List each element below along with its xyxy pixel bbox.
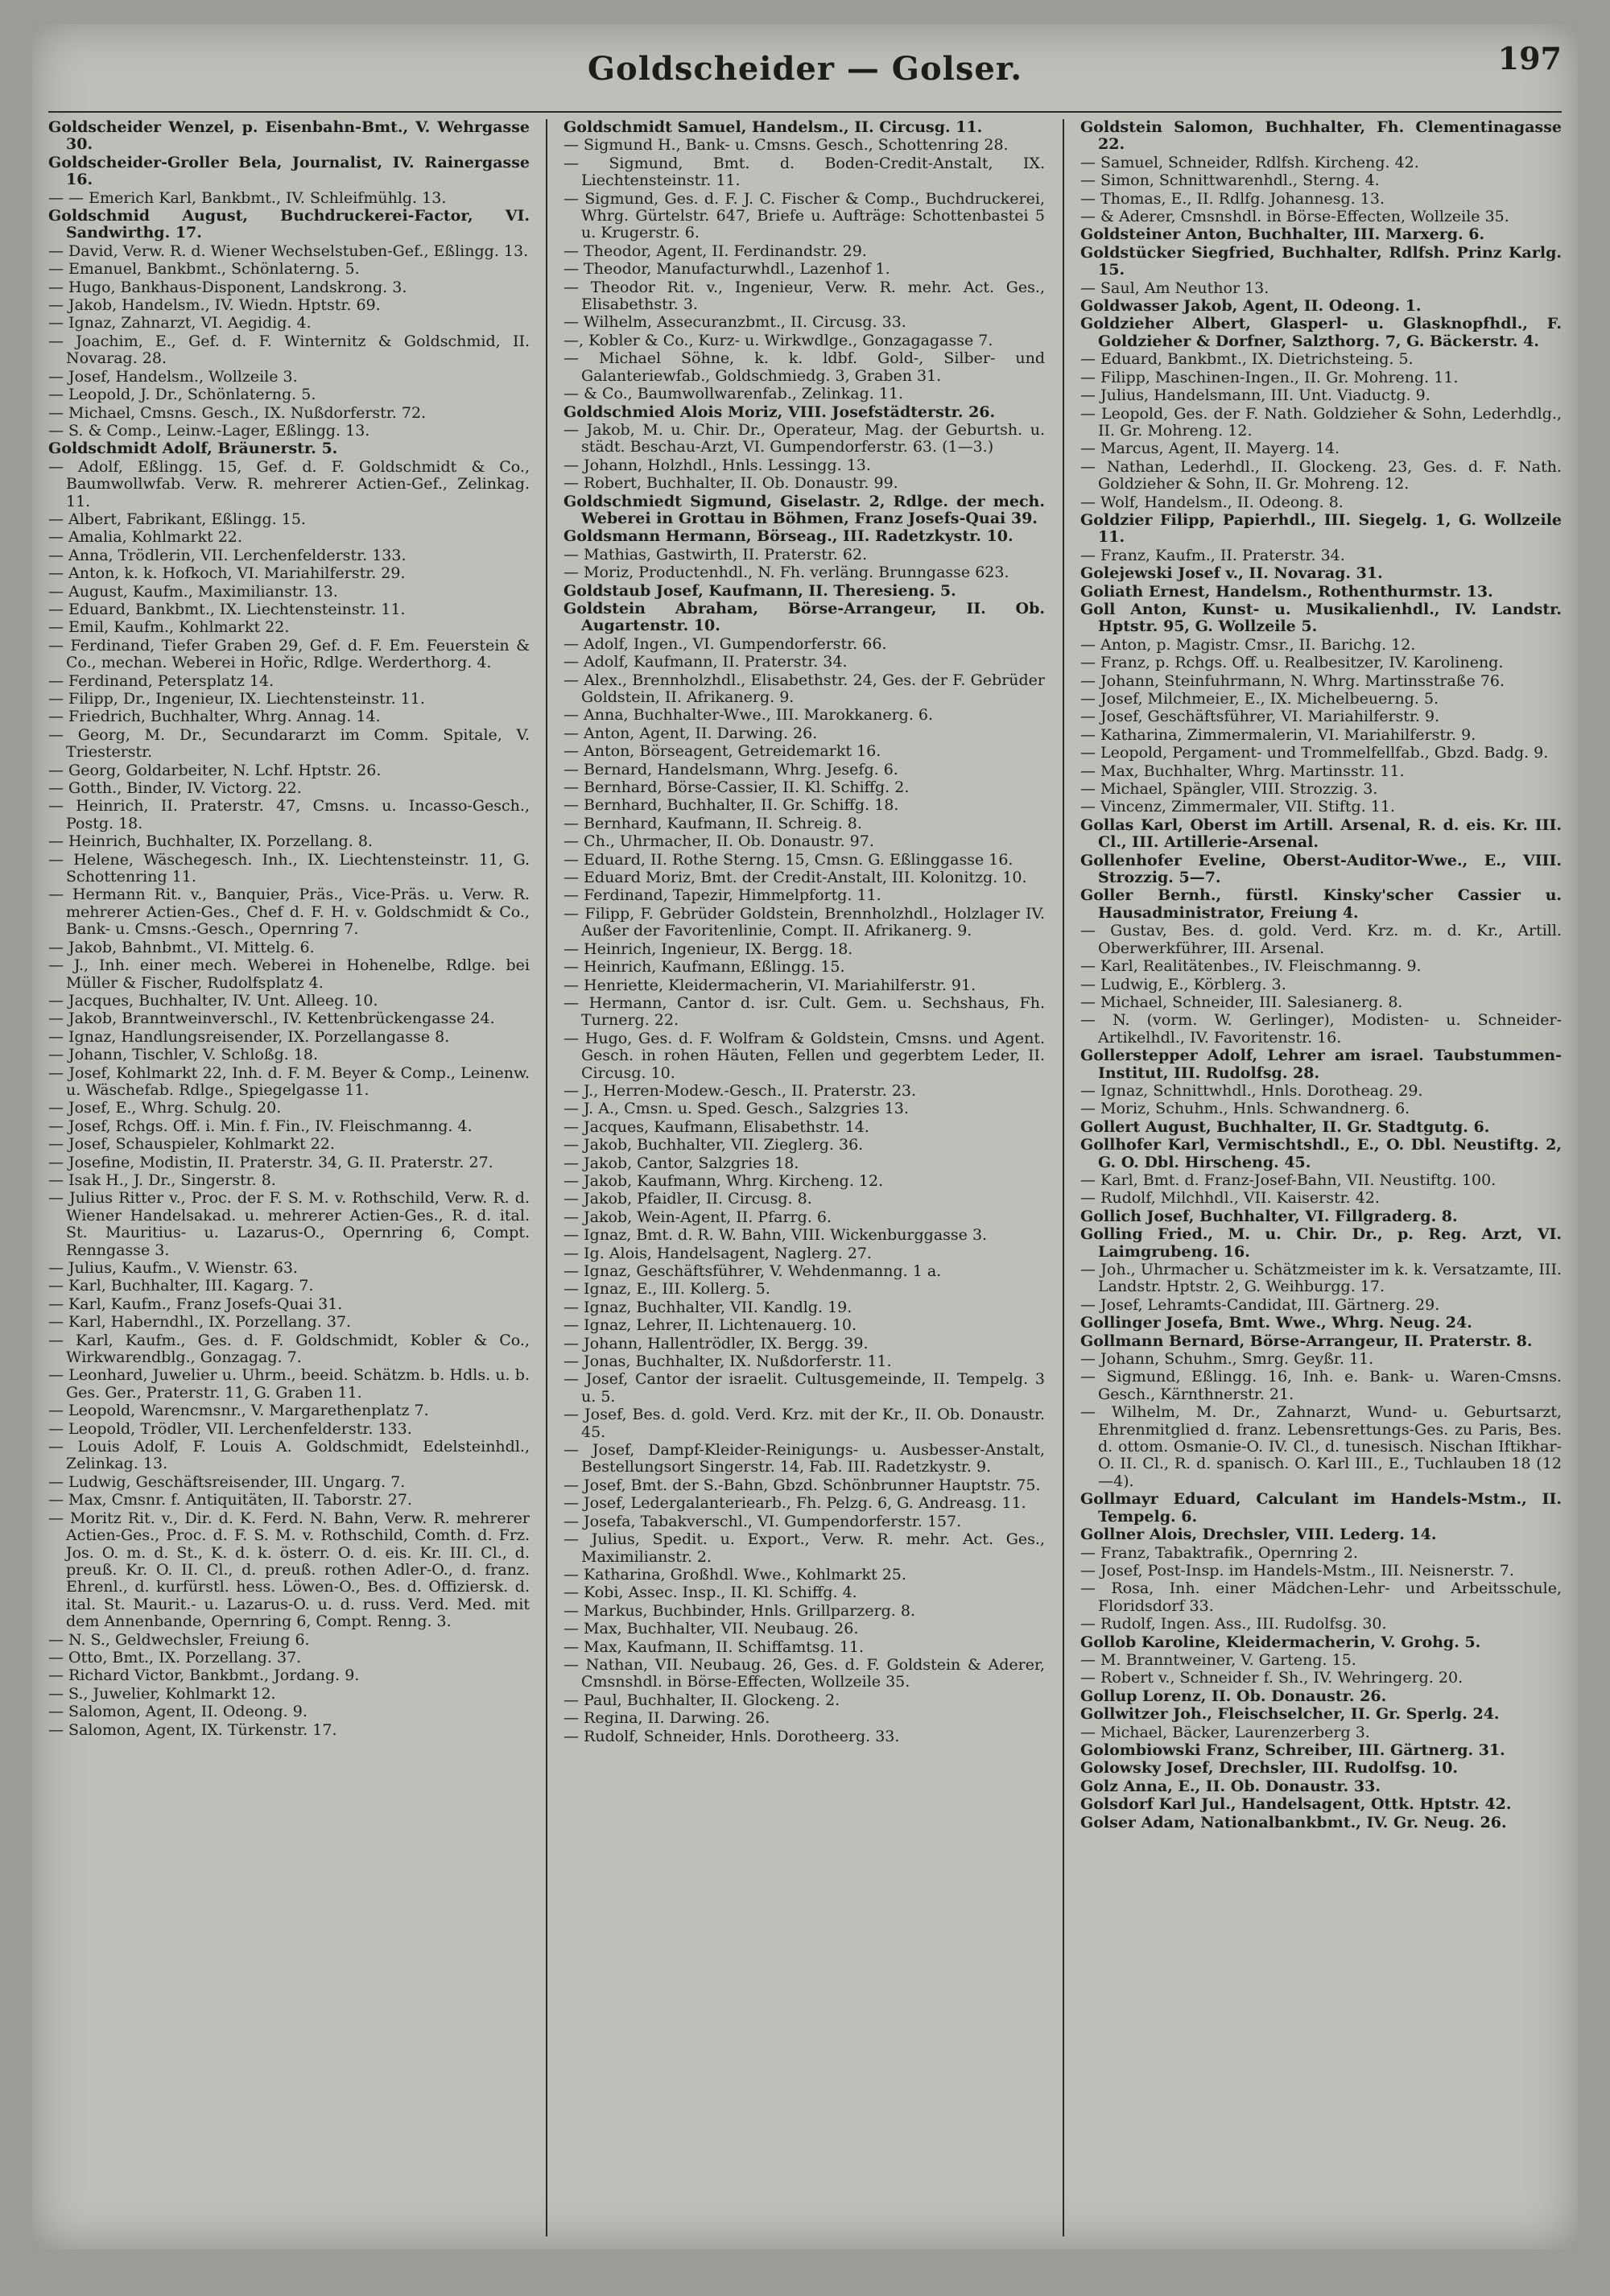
directory-entry: — Henriette, Kleidermacherin, VI. Mariahilferstr. 91.	[564, 976, 976, 994]
directory-entry: — Heinrich, II. Praterstr. 47, Cmsns. u. Incasso-Gesch., Postg. 18.	[48, 797, 530, 832]
directory-entry: — Ferdinand, Tapezir, Himmelpfortg. 11.	[564, 886, 881, 905]
directory-entry: — Leopold, Ges. der F. Nath. Goldzieher & Sohn, Lederhdlg., II. Gr. Mohreng. 12.	[1080, 404, 1562, 440]
directory-entry: — Ignaz, Lehrer, II. Lichtenauerg. 10.	[564, 1316, 857, 1335]
directory-entry: — Johann, Steinfuhrmann, N. Whrg. Martinsstraße 76.	[1080, 671, 1505, 690]
directory-entry: — Heinrich, Buchhalter, IX. Porzellang. 8.	[48, 832, 373, 851]
directory-entry: — Emil, Kaufm., Kohlmarkt 22.	[48, 618, 290, 637]
surname-entry: Golowsky Josef, Drechsler, III. Rudolfsg. 10.	[1080, 1759, 1459, 1778]
directory-entry: — Leopold, Trödler, VII. Lerchenfelderstr. 133.	[48, 1419, 412, 1438]
directory-entry: — Kobi, Assec. Insp., II. Kl. Schiffg. 4.	[564, 1584, 857, 1602]
directory-entry: — Eduard Moriz, Bmt. der Credit-Anstalt, III. Kolonitzg. 10.	[564, 869, 1027, 887]
directory-entry: — Eduard, II. Rothe Sterng. 15, Cmsn. G. Eßlinggasse 16.	[564, 850, 1013, 869]
directory-entry: — M. Branntweiner, V. Garteng. 15.	[1080, 1650, 1356, 1669]
surname-entry: Gollinger Josefa, Bmt. Wwe., Whrg. Neug. 24.	[1080, 1314, 1472, 1332]
directory-entry: — Jakob, Buchhalter, VII. Zieglerg. 36.	[564, 1136, 864, 1154]
columns-container	[48, 119, 1562, 2236]
directory-entry: — Katharina, Zimmermalerin, VI. Mariahilferstr. 9.	[1080, 725, 1476, 744]
header-rule	[48, 111, 1562, 113]
directory-entry: — Karl, Buchhalter, III. Kagarg. 7.	[48, 1277, 314, 1295]
directory-entry: — Josefine, Modistin, II. Praterstr. 34, G. II. Praterstr. 27.	[48, 1153, 493, 1171]
directory-entry: — Jakob, Handelsm., IV. Wiedn. Hptstr. 69.	[48, 296, 381, 315]
directory-entry: — Ignaz, Zahnarzt, VI. Aegidig. 4.	[48, 314, 312, 332]
directory-entry: — Leonhard, Juwelier u. Uhrm., beeid. Schätzm. b. Hdls. u. b. Ges. Ger., Praterstr. 11, G. Graben 11.	[48, 1366, 530, 1402]
surname-entry: Goldschmied Alois Moriz, VIII. Josefstädterstr. 26.	[564, 403, 996, 421]
directory-entry: — Josef, Bes. d. gold. Verd. Krz. mit der Kr., II. Ob. Donaustr. 45.	[564, 1406, 1045, 1441]
directory-entry: — & Aderer, Cmsnshdl. in Börse-Effecten, Wollzeile 35.	[1080, 208, 1509, 226]
directory-entry: — Helene, Wäschegesch. Inh., IX. Liechtensteinstr. 11, G. Schottenring 11.	[48, 850, 530, 886]
directory-entry: — Vincenz, Zimmermaler, VII. Stiftg. 11.	[1080, 798, 1395, 816]
directory-entry: — Ch., Uhrmacher, II. Ob. Donaustr. 97.	[564, 832, 874, 851]
directory-entry: — Josef, E., Whrg. Schulg. 20.	[48, 1099, 282, 1117]
directory-entry: — Leopold, Pergament- und Trommelfellfab., Gbzd. Badg. 9.	[1080, 744, 1549, 762]
directory-entry: — Heinrich, Kaufmann, Eßlingg. 15.	[564, 958, 845, 977]
surname-entry: Goldstücker Siegfried, Buchhalter, Rdlfsh. Prinz Karlg. 15.	[1080, 243, 1562, 279]
directory-entry: — J., Herren-Modew.-Gesch., II. Praterstr. 23.	[564, 1081, 917, 1100]
directory-entry: — Nathan, VII. Neubaug. 26, Ges. d. F. Goldstein & Aderer, Cmsnshdl. in Börse-Effecten, Wollzeile 35.	[564, 1655, 1045, 1691]
surname-entry: Golling Fried., M. u. Chir. Dr., p. Reg. Arzt, VI. Laimgrubeng. 16.	[1080, 1225, 1562, 1261]
directory-entry: — Michael, Bäcker, Laurenzerberg 3.	[1080, 1723, 1370, 1741]
directory-entry: — Theodor, Agent, II. Ferdinandstr. 29.	[564, 242, 867, 260]
directory-entry: — Michael, Cmsns. Gesch., IX. Nußdorferstr. 72.	[48, 403, 427, 422]
column-divider	[546, 119, 547, 2236]
directory-entry: — Saul, Am Neuthor 13.	[1080, 279, 1269, 297]
directory-entry: — Gustav, Bes. d. gold. Verd. Krz. m. d. Kr., Artill. Oberwerkführer, III. Arsenal.	[1080, 922, 1562, 957]
directory-entry: — Sigmund, Ges. d. F. J. C. Fischer & Comp., Buchdruckerei, Whrg. Gürtelstr. 647, Briefe u. Aufträge: Schottenbastei 5 u. Krugerstr. 6.	[564, 189, 1045, 242]
directory-entry: — August, Kaufm., Maximilianstr. 13.	[48, 582, 338, 601]
surname-entry: Gollas Karl, Oberst im Artill. Arsenal, R. d. eis. Kr. III. Cl., III. Artillerie-Arsenal.	[1080, 816, 1562, 852]
directory-entry: — Marcus, Agent, II. Mayerg. 14.	[1080, 440, 1340, 458]
directory-entry: — Johann, Schuhm., Smrg. Geyßr. 11.	[1080, 1350, 1374, 1369]
directory-entry: — Michael, Spängler, VIII. Strozzig. 3.	[1080, 780, 1378, 799]
directory-entry: — Filipp, F. Gebrüder Goldstein, Brennholzhdl., Holzlager IV. Außer der Favoritenlinie, Compt. II. Afrikanerg. 9.	[564, 904, 1045, 940]
directory-entry: — Katharina, Großhdl. Wwe., Kohlmarkt 25.	[564, 1565, 906, 1584]
directory-entry: — Ludwig, Geschäftsreisender, III. Ungarg. 7.	[48, 1472, 406, 1491]
surname-entry: Golser Adam, Nationalbankbmt., IV. Gr. Neug. 26.	[1080, 1813, 1507, 1831]
directory-entry: — Josef, Bmt. der S.-Bahn, Gbzd. Schönbrunner Hauptstr. 75.	[564, 1476, 1041, 1494]
surname-entry: Gollmann Bernard, Börse-Arrangeur, II. Praterstr. 8.	[1080, 1332, 1533, 1350]
surname-entry: Goldzieher Albert, Glasperl- u. Glasknopfhdl., F. Goldzieher & Dorfner, Salzthorg. 7, G. Bäckerstr. 4.	[1080, 315, 1562, 350]
page-header	[32, 24, 1578, 113]
directory-entry: — Josefa, Tabakverschl., VI. Gumpendorferstr. 157.	[564, 1512, 962, 1530]
directory-entry: — Hermann Rit. v., Banquier, Präs., Vice-Präs. u. Verw. R. mehrerer Actien-Ges., Chef d. F. H. v. Goldschmidt & Co., Bank- u. Cmsns.-Gesch., Opernring 7.	[48, 886, 530, 939]
directory-entry: — Josef, Rchgs. Off. i. Min. f. Fin., IV. Fleischmanng. 4.	[48, 1117, 473, 1135]
directory-entry: — Karl, Haberndhl., IX. Porzellang. 37.	[48, 1313, 352, 1332]
directory-entry: — Hugo, Bankhaus-Disponent, Landskrong. 3.	[48, 278, 407, 296]
directory-entry: — Otto, Bmt., IX. Porzellang. 37.	[48, 1648, 302, 1666]
directory-entry: — Michael Söhne, k. k. ldbf. Gold-, Silber- und Galanteriewfab., Goldschmiedg. 3, Graben 31.	[564, 349, 1045, 385]
directory-entry: — Wolf, Handelsm., II. Odeong. 8.	[1080, 493, 1344, 511]
column-1	[48, 119, 530, 2236]
directory-entry: — Isak H., J. Dr., Singerstr. 8.	[48, 1171, 276, 1189]
directory-entry: — Moriz, Schuhm., Hnls. Schwandnerg. 6.	[1080, 1100, 1410, 1118]
directory-entry: — Jacques, Kaufmann, Elisabethstr. 14.	[564, 1117, 869, 1136]
page-number: 197	[1497, 40, 1562, 76]
directory-entry: — Filipp, Dr., Ingenieur, IX. Liechtensteinstr. 11.	[48, 690, 425, 708]
directory-entry: — Heinrich, Ingenieur, IX. Bergg. 18.	[564, 939, 853, 958]
directory-entry: — Moriz, Productenhdl., N. Fh. verläng. Brunngasse 623.	[564, 564, 1009, 582]
surname-entry: Goldstein Salomon, Buchhalter, Fh. Clementinagasse 22.	[1080, 119, 1562, 154]
directory-entry: — Julius, Handelsmann, III. Unt. Viaductg. 9.	[1080, 386, 1430, 405]
directory-entry: — Karl, Kaufm., Ges. d. F. Goldschmidt, Kobler & Co., Wirkwarendblg., Gonzagag. 7.	[48, 1331, 530, 1367]
surname-entry: Gollner Alois, Drechsler, VIII. Lederg. 14.	[1080, 1526, 1437, 1544]
directory-entry: — Anton, Börseagent, Getreidemarkt 16.	[564, 742, 881, 761]
surname-entry: Goldstein Abraham, Börse-Arrangeur, II. Ob. Augartenstr. 10.	[564, 599, 1045, 635]
directory-entry: — Eduard, Bankbmt., IX. Dietrichsteing. 5.	[1080, 350, 1414, 369]
directory-entry: — Sigmund, Eßlingg. 16, Inh. e. Bank- u. Waren-Cmsns. Gesch., Kärnthnerstr. 21.	[1080, 1368, 1562, 1403]
surname-entry: Golz Anna, E., II. Ob. Donaustr. 33.	[1080, 1777, 1381, 1795]
surname-entry: Golejewski Josef v., II. Novarag. 31.	[1080, 564, 1383, 583]
directory-entry: — Wilhelm, M. Dr., Zahnarzt, Wund- u. Geburtsarzt, Ehrenmitglied d. franz. Lebensrettungs-Ges. zu Paris, Bes. d. ottom. Osmanie-O. IV. Cl., d. tunesisch. Nischan Iftikhar-O. II. Cl., R. d. spanisch. O. Karl III., E., Tuchlauben 18 (12—4).	[1080, 1403, 1562, 1490]
surname-entry: Goldsteiner Anton, Buchhalter, III. Marxerg. 6.	[1080, 225, 1485, 244]
directory-entry: — Josef, Handelsm., Wollzeile 3.	[48, 367, 298, 386]
directory-entry: — N. S., Geldwechsler, Freiung 6.	[48, 1630, 310, 1649]
directory-entry: — Ludwig, E., Körblerg. 3.	[1080, 975, 1286, 993]
directory-entry: — Anna, Trödlerin, VII. Lerchenfelderstr. 133.	[48, 546, 407, 564]
directory-entry: — Ferdinand, Petersplatz 14.	[48, 671, 275, 690]
surname-entry: Goldstaub Josef, Kaufmann, II. Theresieng. 5.	[564, 581, 956, 600]
directory-entry: — Anna, Buchhalter-Wwe., III. Marokkanerg. 6.	[564, 706, 934, 725]
directory-entry: — Jakob, Branntweinverschl., IV. Kettenbrückengasse 24.	[48, 1010, 495, 1028]
directory-entry: — Franz, Tabaktrafik., Opernring 2.	[1080, 1543, 1358, 1562]
directory-entry: — Josef, Lehramts-Candidat, III. Gärtnerg. 29.	[1080, 1295, 1440, 1314]
surname-entry: Gollenhofer Eveline, Oberst-Auditor-Wwe., E., VIII. Strozzig. 5—7.	[1080, 851, 1562, 887]
directory-entry: — Adolf, Ingen., VI. Gumpendorferstr. 66.	[564, 634, 887, 653]
directory-entry: — — Emerich Karl, Bankbmt., IV. Schleifmühlg. 13.	[48, 188, 447, 207]
directory-entry: — Jakob, Bahnbmt., VI. Mittelg. 6.	[48, 938, 315, 956]
directory-entry: — Louis Adolf, F. Louis A. Goldschmidt, Edelsteinhdl., Zelinkag. 13.	[48, 1438, 530, 1473]
surname-entry: Goldschmidt Adolf, Bräunerstr. 5.	[48, 440, 338, 458]
directory-entry: — Julius, Spedit. u. Export., Verw. R. mehr. Act. Ges., Maximilianstr. 2.	[564, 1530, 1045, 1566]
directory-entry: — Leopold, Warencmsnr., V. Margarethenplatz 7.	[48, 1402, 429, 1420]
directory-entry: — Rosa, Inh. einer Mädchen-Lehr- und Arbeitsschule, Floridsdorf 33.	[1080, 1580, 1562, 1615]
surname-entry: Goldscheider-Groller Bela, Journalist, IV. Rainergasse 16.	[48, 153, 530, 189]
directory-entry: — Wilhelm, Assecuranzbmt., II. Circusg. 33.	[564, 313, 906, 332]
directory-entry: — Anton, k. k. Hofkoch, VI. Mariahilferstr. 29.	[48, 564, 406, 583]
directory-entry: — Bernhard, Buchhalter, II. Gr. Schiffg. 18.	[564, 796, 899, 815]
surname-entry: Gollob Karoline, Kleidermacherin, V. Grohg. 5.	[1080, 1633, 1481, 1651]
directory-entry: — Georg, Goldarbeiter, N. Lchf. Hptstr. 26.	[48, 761, 382, 779]
directory-entry: — S., Juwelier, Kohlmarkt 12.	[48, 1684, 276, 1703]
directory-entry: — Rudolf, Ingen. Ass., III. Rudolfsg. 30.	[1080, 1615, 1387, 1633]
surname-entry: Goldwasser Jakob, Agent, II. Odeong. 1.	[1080, 297, 1422, 316]
directory-entry: — Jakob, Cantor, Salzgries 18.	[564, 1154, 799, 1172]
directory-entry: — & Co., Baumwollwarenfab., Zelinkag. 11.	[564, 385, 904, 403]
surname-entry: Goliath Ernest, Handelsm., Rothenthurmstr. 13.	[1080, 582, 1493, 601]
directory-entry: — Hugo, Ges. d. F. Wolfram & Goldstein, Cmsns. und Agent. Gesch. in rohen Häuten, Fellen und gegerbtem Leder, II. Circusg. 10.	[564, 1029, 1045, 1082]
directory-entry: — Mathias, Gastwirth, II. Praterstr. 62.	[564, 545, 868, 564]
directory-entry: — Josef, Dampf-Kleider-Reinigungs- u. Ausbesser-Anstalt, Bestellungsort Singerstr. 14, Fab. III. Radetzkystr. 9.	[564, 1441, 1045, 1476]
directory-entry: — Franz, p. Rchgs. Off. u. Realbesitzer, IV. Karolineng.	[1080, 654, 1504, 672]
directory-entry: — Regina, II. Darwing. 26.	[564, 1709, 770, 1728]
directory-entry: — Adolf, Eßlingg. 15, Gef. d. F. Goldschmidt & Co., Baumwollwfab. Verw. R. mehrerer Actien-Gef., Zelinkag. 11.	[48, 457, 530, 510]
directory-entry: — Alex., Brennholzhdl., Elisabethstr. 24, Ges. der F. Gebrüder Goldstein, II. Afrikanerg. 9.	[564, 671, 1045, 706]
directory-entry: — Ignaz, Bmt. d. R. W. Bahn, VIII. Wickenburggasse 3.	[564, 1226, 988, 1245]
directory-entry: — Josef, Ledergalanteriearb., Fh. Pelzg. 6, G. Andreasg. 11.	[564, 1494, 1026, 1513]
directory-entry: — Jonas, Buchhalter, IX. Nußdorferstr. 11.	[564, 1352, 892, 1371]
directory-entry: — Max, Buchhalter, VII. Neubaug. 26.	[564, 1620, 859, 1638]
directory-entry: — Robert v., Schneider f. Sh., IV. Wehringerg. 20.	[1080, 1669, 1463, 1687]
directory-entry: — Josef, Geschäftsführer, VI. Mariahilferstr. 9.	[1080, 708, 1440, 726]
running-header: Goldscheider — Golser.	[587, 50, 1023, 88]
directory-entry: — Georg, M. Dr., Secundararzt im Comm. Spitale, V. Triesterstr.	[48, 725, 530, 762]
directory-entry: — Michael, Schneider, III. Salesianerg. 8.	[1080, 993, 1403, 1011]
directory-entry: — Robert, Buchhalter, II. Ob. Donaustr. 99.	[564, 474, 898, 493]
surname-entry: Goldschmiedt Sigmund, Giselastr. 2, Rdlge. der mech. Weberei in Grottau in Böhmen, Franz Josefs-Quai 39.	[564, 492, 1045, 527]
directory-entry: — Simon, Schnittwarenhdl., Sterng. 4.	[1080, 171, 1380, 190]
directory-entry: — Paul, Buchhalter, II. Glockeng. 2.	[564, 1691, 840, 1709]
directory-entry: — Josef, Schauspieler, Kohlmarkt 22.	[48, 1135, 335, 1154]
directory-entry: — Rudolf, Schneider, Hnls. Dorotheerg. 33.	[564, 1727, 900, 1745]
column-3	[1080, 119, 1562, 2236]
surname-entry: Gollerstepper Adolf, Lehrer am israel. Taubstummen-Institut, III. Rudolfsg. 28.	[1080, 1047, 1562, 1082]
directory-entry: — Franz, Kaufm., II. Praterstr. 34.	[1080, 546, 1345, 564]
directory-entry: — Anton, p. Magistr. Cmsr., II. Barichg. 12.	[1080, 635, 1416, 654]
column-divider	[1063, 119, 1064, 2236]
directory-entry: — Salomon, Agent, IX. Türkenstr. 17.	[48, 1720, 337, 1739]
directory-entry: — Moritz Rit. v., Dir. d. K. Ferd. N. Bahn, Verw. R. mehrerer Actien-Ges., Proc. d. F. S. M. v. Rothschild, Comth. d. Frz. Jos. O. m. d. St., K. d. k. österr. O. d. eis. Kr. III. Cl., d. preuß. Kr. O. II. Cl., d. preuß. rothen Adler-O., d. franz. Ehrenl., d. kurfürstl. hess. Löwen-O., Bes. d. Offiziersk. d. ital. St. Maurit.- u. Lazarus-O. u. d. russ. Verd. Med. mit dem Annenbande, Opernring 6, Compt. Renng. 3.	[48, 1509, 530, 1631]
directory-entry: — Bernhard, Kaufmann, II. Schreig. 8.	[564, 814, 862, 832]
directory-entry: — Sigmund, Bmt. d. Boden-Credit-Anstalt, IX. Liechtensteinstr. 11.	[564, 154, 1045, 190]
directory-entry: — Theodor Rit. v., Ingenieur, Verw. R. mehr. Act. Ges., Elisabethstr. 3.	[564, 278, 1045, 314]
directory-entry: — Eduard, Bankbmt., IX. Liechtensteinstr. 11.	[48, 600, 406, 618]
directory-entry: — Adolf, Kaufmann, II. Praterstr. 34.	[564, 653, 848, 671]
directory-entry: — Salomon, Agent, II. Odeong. 9.	[48, 1703, 308, 1721]
surname-entry: Goller Bernh., fürstl. Kinsky'scher Cassier u. Hausadministrator, Freiung 4.	[1080, 886, 1562, 922]
surname-entry: Goll Anton, Kunst- u. Musikalienhdl., IV. Landstr. Hptstr. 95, G. Wollzeile 5.	[1080, 600, 1562, 636]
surname-entry: Gollup Lorenz, II. Ob. Donaustr. 26.	[1080, 1687, 1387, 1705]
directory-entry: — Filipp, Maschinen-Ingen., II. Gr. Mohreng. 11.	[1080, 368, 1459, 386]
directory-entry: — Johann, Tischler, V. Schloßg. 18.	[48, 1046, 319, 1064]
directory-entry: — Josef, Cantor der israelit. Cultusgemeinde, II. Tempelg. 3 u. 5.	[564, 1370, 1045, 1406]
directory-entry: — Samuel, Schneider, Rdlfsh. Kircheng. 42.	[1080, 153, 1419, 171]
directory-entry: — S. & Comp., Leinw.-Lager, Eßlingg. 13.	[48, 421, 370, 440]
column-2	[564, 119, 1045, 2236]
surname-entry: Gollich Josef, Buchhalter, VI. Fillgraderg. 8.	[1080, 1207, 1458, 1225]
directory-entry: — J. A., Cmsn. u. Sped. Gesch., Salzgries 13.	[564, 1100, 909, 1118]
surname-entry: Goldzier Filipp, Papierhdl., III. Siegelg. 1, G. Wollzeile 11.	[1080, 510, 1562, 547]
directory-entry: — Bernard, Handelsmann, Whrg. Jesefg. 6.	[564, 760, 898, 778]
directory-entry: — Johann, Hallentrödler, IX. Bergg. 39.	[564, 1334, 869, 1352]
directory-entry: — Karl, Realitätenbes., IV. Fleischmanng. 9.	[1080, 957, 1422, 976]
surname-entry: Goldscheider Wenzel, p. Eisenbahn-Bmt., V. Wehrgasse 30.	[48, 119, 530, 154]
directory-entry: — N. (vorm. W. Gerlinger), Modisten- u. Schneider-Artikelhdl., IV. Favoritenstr. 16.	[1080, 1011, 1562, 1047]
directory-entry: — Theodor, Manufacturwhdl., Lazenhof 1.	[564, 260, 890, 279]
directory-entry: — Karl, Bmt. d. Franz-Josef-Bahn, VII. Neustiftg. 100.	[1080, 1171, 1496, 1189]
directory-entry: — Markus, Buchbinder, Hnls. Grillparzerg. 8.	[564, 1601, 915, 1620]
directory-entry: — Julius Ritter v., Proc. der F. S. M. v. Rothschild, Verw. R. d. Wiener Handelsakad. u. mehrerer Actien-Ges., R. d. ital. St. Mauritius- u. Lazarus-O., Opernring 6, Compt. Renngasse 3.	[48, 1189, 530, 1259]
directory-entry: — Leopold, J. Dr., Schönlaterng. 5.	[48, 386, 316, 404]
surname-entry: Goldschmid August, Buchdruckerei-Factor, VI. Sandwirthg. 17.	[48, 207, 530, 242]
directory-entry: — Thomas, E., II. Rdlfg. Johannesg. 13.	[1080, 189, 1385, 208]
directory-entry: — Emanuel, Bankbmt., Schönlaterng. 5.	[48, 260, 360, 279]
directory-entry: — Albert, Fabrikant, Eßlingg. 15.	[48, 510, 306, 528]
directory-entry: — Max, Buchhalter, Whrg. Martinsstr. 11.	[1080, 762, 1405, 780]
directory-entry: — Sigmund H., Bank- u. Cmsns. Gesch., Schottenring 28.	[564, 136, 1009, 155]
directory-entry: — Jakob, Kaufmann, Whrg. Kircheng. 12.	[564, 1171, 884, 1190]
directory-entry: — Jakob, M. u. Chir. Dr., Operateur, Mag. der Geburtsh. u. städt. Beschau-Arzt, VI. Gumpendorferstr. 63. (1—3.)	[564, 420, 1045, 456]
directory-entry: — Max, Cmsnr. f. Antiquitäten, II. Taborstr. 27.	[48, 1491, 412, 1509]
directory-entry: — Jakob, Pfaidler, II. Circusg. 8.	[564, 1190, 812, 1208]
surname-entry: Goldschmidt Samuel, Handelsm., II. Circusg. 11.	[564, 119, 983, 136]
directory-entry: — Nathan, Lederhdl., II. Glockeng. 23, Ges. d. F. Nath. Goldzieher & Sohn, II. Gr. Mohreng. 12.	[1080, 457, 1562, 493]
directory-entry: — Ignaz, Handlungsreisender, IX. Porzellangasse 8.	[48, 1027, 450, 1046]
surname-entry: Gollwitzer Joh., Fleischselcher, II. Gr. Sperlg. 24.	[1080, 1705, 1500, 1724]
directory-entry: — Ig. Alois, Handelsagent, Naglerg. 27.	[564, 1244, 872, 1262]
surname-entry: Gollhofer Karl, Vermischtshdl., E., O. Dbl. Neustiftg. 2, G. O. Dbl. Hirscheng. 45.	[1080, 1136, 1562, 1171]
surname-entry: Golsdorf Karl Jul., Handelsagent, Ottk. Hptstr. 42.	[1080, 1795, 1512, 1814]
directory-entry: — J., Inh. einer mech. Weberei in Hohenelbe, Rdlge. bei Müller & Fischer, Rudolfsplatz 4.	[48, 956, 530, 992]
surname-entry: Goldsmann Hermann, Börseag., III. Radetzkystr. 10.	[564, 527, 1013, 546]
directory-entry: — Ferdinand, Tiefer Graben 29, Gef. d. F. Em. Feuerstein & Co., mechan. Weberei in Hořic, Rdlge. Werderthorg. 4.	[48, 636, 530, 672]
directory-entry: — Rudolf, Milchhdl., VII. Kaiserstr. 42.	[1080, 1189, 1380, 1208]
directory-entry: — Josef, Kohlmarkt 22, Inh. d. F. M. Beyer & Comp., Leinenw. u. Wäschefab. Rdlge., Spiegelgasse 11.	[48, 1063, 530, 1099]
directory-entry: — Gotth., Binder, IV. Victorg. 22.	[48, 779, 302, 798]
directory-entry: — Richard Victor, Bankbmt., Jordang. 9.	[48, 1666, 360, 1685]
directory-entry: — Joachim, E., Gef. d. F. Winternitz & Goldschmid, II. Novarag. 28.	[48, 332, 530, 368]
directory-page	[32, 24, 1578, 2249]
directory-entry: — Josef, Milchmeier, E., IX. Michelbeuerng. 5.	[1080, 690, 1439, 708]
directory-entry: — Ignaz, Buchhalter, VII. Kandlg. 19.	[564, 1298, 852, 1316]
directory-entry: — Johann, Holzhdl., Hnls. Lessingg. 13.	[564, 456, 871, 474]
directory-entry: — Friedrich, Buchhalter, Whrg. Annag. 14.	[48, 708, 381, 726]
directory-entry: — Anton, Agent, II. Darwing. 26.	[564, 724, 818, 742]
directory-entry: — Bernhard, Börse-Cassier, II. Kl. Schiffg. 2.	[564, 778, 910, 797]
directory-entry: — Joh., Uhrmacher u. Schätzmeister im k. k. Versatzamte, III. Landstr. Hptstr. 2, G. Weihburgg. 17.	[1080, 1261, 1562, 1296]
directory-entry: — Karl, Kaufm., Franz Josefs-Quai 31.	[48, 1295, 343, 1313]
surname-entry: Golombiowski Franz, Schreiber, III. Gärtnerg. 31.	[1080, 1741, 1505, 1759]
directory-entry: — David, Verw. R. d. Wiener Wechselstuben-Gef., Eßlingg. 13.	[48, 242, 529, 260]
directory-entry: — Amalia, Kohlmarkt 22.	[48, 528, 242, 547]
directory-entry: — Jakob, Wein-Agent, II. Pfarrg. 6.	[564, 1208, 832, 1226]
directory-entry: — Jacques, Buchhalter, IV. Unt. Alleeg. 10.	[48, 991, 378, 1010]
directory-entry: — Julius, Kaufm., V. Wienstr. 63.	[48, 1259, 298, 1277]
directory-entry: — Ignaz, Schnittwhdl., Hnls. Dorotheag. 29.	[1080, 1081, 1423, 1100]
directory-entry: — Ignaz, Geschäftsführer, V. Wehdenmanng. 1 a.	[564, 1262, 942, 1280]
surname-entry: Gollmayr Eduard, Calculant im Handels-Mstm., II. Tempelg. 6.	[1080, 1490, 1562, 1526]
directory-entry: — Max, Kaufmann, II. Schiffamtsg. 11.	[564, 1637, 865, 1656]
surname-entry: Gollert August, Buchhalter, II. Gr. Stadtgutg. 6.	[1080, 1117, 1490, 1136]
directory-entry: — Josef, Post-Insp. im Handels-Mstm., III. Neisnerstr. 7.	[1080, 1561, 1514, 1580]
directory-entry: — Hermann, Cantor d. isr. Cult. Gem. u. Sechshaus, Fh. Turnerg. 22.	[564, 993, 1045, 1030]
directory-entry: — Ignaz, E., III. Kollerg. 5.	[564, 1280, 770, 1299]
directory-entry: —, Kobler & Co., Kurz- u. Wirkwdlge., Gonzagagasse 7.	[564, 331, 993, 349]
